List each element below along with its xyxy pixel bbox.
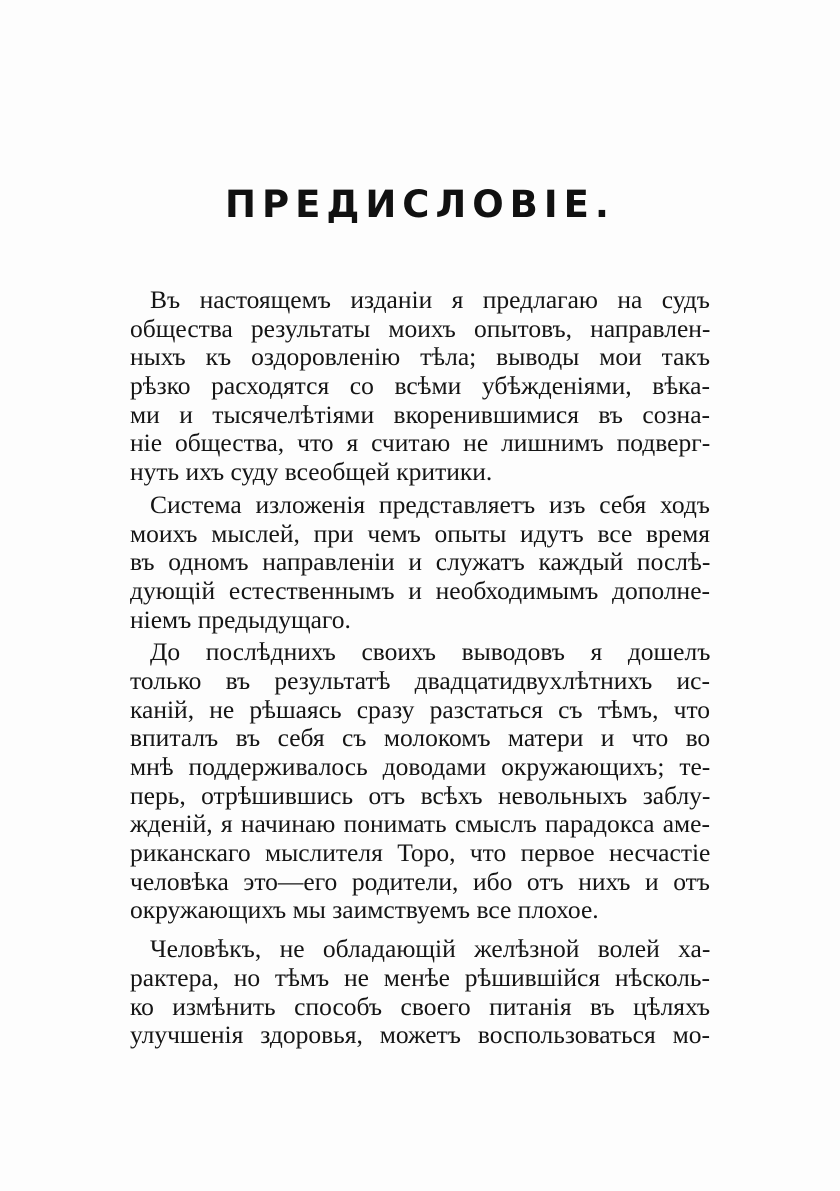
text-line: нiе общества, что я считаю не лишнимъ подверг- bbox=[130, 428, 711, 458]
text-line: Человѣкъ, не обладающiй желѣзной волей ха- bbox=[150, 934, 711, 964]
text-line: въ одномъ направленiи и служатъ каждый послѣ- bbox=[130, 547, 711, 577]
text-line: общества результаты моихъ опытовъ, направлен- bbox=[130, 313, 711, 343]
chapter-title: ПРЕДИСЛОВIЕ. bbox=[225, 183, 615, 226]
text-line: рактера, но тѣмъ не менѣе рѣшившiйся нѣсколь- bbox=[130, 962, 710, 992]
text-line: нуть ихъ суду всеобщей критики. bbox=[130, 457, 493, 487]
text-line: человѣка это—его родители, ибо отъ нихъ и отъ bbox=[130, 866, 710, 896]
text-line: Въ настоящемъ изданiи я предлагаю на судъ bbox=[150, 285, 710, 314]
text-line: рѣзко расходятся со всѣми убѣжденiями, вѣка- bbox=[130, 371, 710, 401]
text-line: ми и тысячелѣтiями вкоренившимися въ созна- bbox=[130, 399, 710, 429]
text-line: канiй, не рѣшаясь сразу разстаться съ тѣмъ, что bbox=[130, 694, 710, 724]
text-line: окружающихъ мы заимствуемъ все плохое. bbox=[130, 895, 599, 925]
text-line: риканскаго мыслителя Торо, что первое несчастiе bbox=[130, 838, 711, 868]
paragraph-4 bbox=[130, 935, 710, 1050]
text-line: мнѣ поддерживалось доводами окружающихъ; те- bbox=[130, 752, 711, 781]
body-text bbox=[130, 286, 710, 1050]
text-line: дующiй естественнымъ и необходимымъ дополне- bbox=[130, 575, 710, 605]
text-line: только въ результатѣ двадцатидвухлѣтнихъ ис- bbox=[130, 665, 710, 695]
text-line: улучшенiя здоровья, можетъ воспользоваться мо- bbox=[130, 1020, 710, 1050]
paragraph-3 bbox=[130, 638, 710, 925]
paragraph-1 bbox=[130, 286, 710, 487]
text-line: жденiй, я начинаю понимать смыслъ парадокса аме- bbox=[130, 809, 710, 839]
text-line: ко измѣнить способъ своего питанiя въ цѣляхъ bbox=[130, 991, 710, 1021]
text-line: впиталъ въ себя съ молокомъ матери и что во bbox=[130, 723, 711, 753]
text-line: моихъ мыслей, при чемъ опыты идутъ все время bbox=[130, 518, 710, 548]
paragraph-2 bbox=[130, 491, 710, 634]
text-line: перь, отрѣшившись отъ всѣхъ невольныхъ заблу- bbox=[130, 780, 711, 810]
text-line: нiемъ предыдущаго. bbox=[130, 604, 351, 634]
text-line: Система изложенiя представляетъ изъ себя ходъ bbox=[150, 489, 710, 519]
text-line: До послѣднихъ своихъ выводовъ я дошелъ bbox=[150, 637, 711, 667]
text-line: ныхъ къ оздоровленiю тѣла; выводы мои такъ bbox=[130, 342, 710, 372]
